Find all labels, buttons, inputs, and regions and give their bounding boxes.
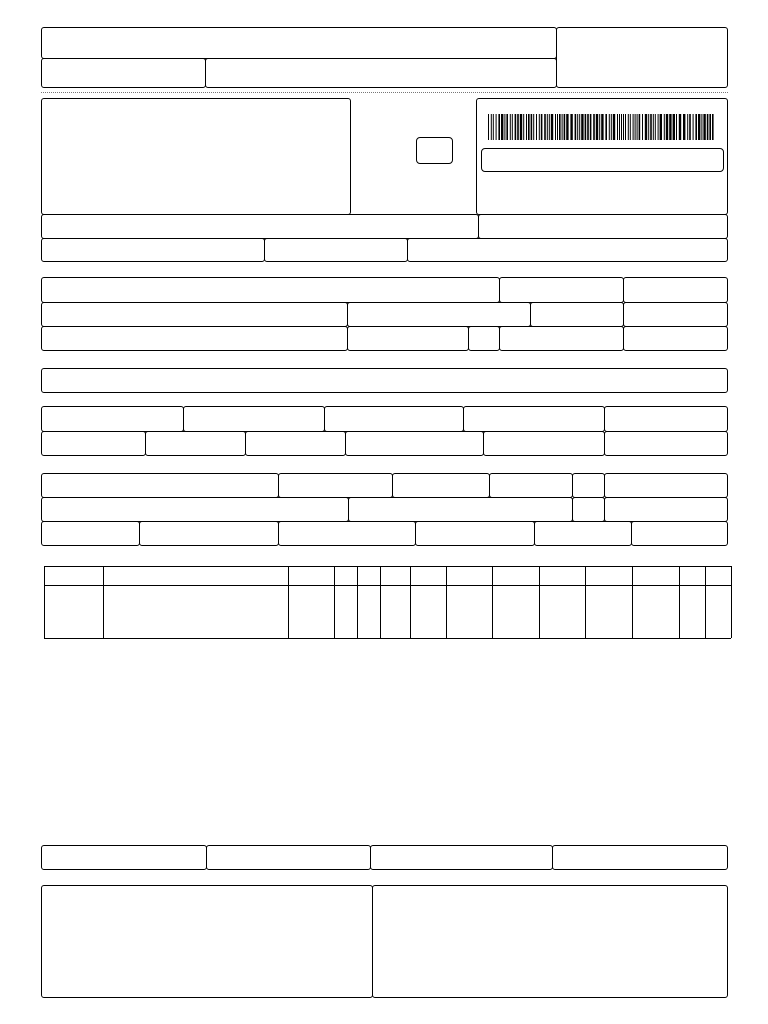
barcode-bar bbox=[642, 114, 643, 140]
form-number-field bbox=[41, 58, 206, 88]
form-title-field bbox=[41, 27, 557, 59]
barcode-bar bbox=[635, 114, 636, 140]
barcode-bar bbox=[613, 114, 615, 140]
barcode-icon bbox=[488, 114, 716, 140]
items-table-column-line bbox=[44, 566, 45, 638]
field-s3-r2-c4 bbox=[345, 431, 484, 456]
barcode-bar bbox=[549, 114, 550, 140]
items-table-top-rule bbox=[44, 566, 731, 567]
barcode-bar bbox=[579, 114, 580, 140]
barcode-bar bbox=[517, 114, 519, 140]
barcode-bar bbox=[679, 114, 681, 140]
field-s4-r2-c4 bbox=[604, 497, 728, 522]
field-s3-r2-c3 bbox=[245, 431, 346, 456]
items-table-column-line bbox=[288, 566, 289, 638]
barcode-bar bbox=[650, 114, 652, 140]
barcode-bar bbox=[669, 114, 671, 140]
field-s2-r2-c1 bbox=[41, 302, 348, 327]
field-s2-r3-c2 bbox=[347, 326, 469, 351]
barcode-bar bbox=[570, 114, 572, 140]
field-s4-r3-c5 bbox=[534, 521, 632, 546]
field-s2-r2-c2 bbox=[347, 302, 531, 327]
footer-field-3 bbox=[370, 845, 553, 870]
barcode-bar bbox=[630, 114, 631, 140]
field-s3-r2-c6 bbox=[604, 431, 728, 456]
barcode-bar bbox=[664, 114, 665, 140]
barcode-bar bbox=[593, 114, 595, 140]
barcode-bar bbox=[512, 114, 513, 140]
field-s2-r2-c3 bbox=[530, 302, 624, 327]
barcode-bar bbox=[687, 114, 688, 140]
barcode-bar bbox=[645, 114, 647, 140]
barcode-bar bbox=[585, 114, 587, 140]
barcode-bar bbox=[559, 114, 561, 140]
cut-line-divider bbox=[41, 92, 728, 93]
items-table-column-line bbox=[380, 566, 381, 638]
field-s4-r3-c6 bbox=[631, 521, 728, 546]
field-s2-r1-c2 bbox=[499, 277, 624, 303]
field-s3-r1-c1 bbox=[41, 406, 184, 432]
barcode-bar bbox=[709, 114, 711, 140]
barcode-bar bbox=[541, 114, 543, 140]
field-s2-r2-c4 bbox=[623, 302, 728, 327]
items-table-column-line bbox=[539, 566, 540, 638]
barcode-bar bbox=[609, 114, 610, 140]
field-s2-r1-c1 bbox=[41, 277, 500, 303]
field-s3-r1-c3 bbox=[324, 406, 464, 432]
form-code-box bbox=[556, 27, 728, 88]
field-s4-r2-c2 bbox=[348, 497, 573, 522]
field-s4-r2-c1 bbox=[41, 497, 349, 522]
barcode-bar bbox=[623, 114, 624, 140]
barcode-bar bbox=[501, 114, 503, 140]
barcode-bar bbox=[596, 114, 598, 140]
field-s2-r3-c1 bbox=[41, 326, 348, 351]
barcode-bar bbox=[648, 114, 649, 140]
barcode-bar bbox=[575, 114, 577, 140]
barcode-bar bbox=[547, 114, 548, 140]
barcode-bar bbox=[689, 114, 691, 140]
barcode-bar bbox=[566, 114, 568, 140]
barcode-bar bbox=[693, 114, 694, 140]
field-s4-r2-c3 bbox=[572, 497, 605, 522]
barcode-bar bbox=[617, 114, 618, 140]
barcode-bar bbox=[555, 114, 556, 140]
barcode-bar bbox=[562, 114, 563, 140]
barcode-bar bbox=[533, 114, 534, 140]
field-row-b1 bbox=[41, 238, 265, 262]
items-table-header-rule bbox=[44, 585, 731, 586]
barcode-bar bbox=[564, 114, 566, 140]
address-box bbox=[41, 98, 351, 215]
footer-notes-left bbox=[41, 885, 373, 998]
barcode-bar bbox=[707, 114, 709, 140]
barcode-bar bbox=[536, 114, 537, 140]
barcode-bar bbox=[557, 114, 558, 140]
footer-field-4 bbox=[552, 845, 728, 870]
barcode-bar bbox=[590, 114, 592, 140]
items-table-column-line bbox=[731, 566, 732, 638]
section-heading-bar bbox=[41, 368, 728, 393]
field-row-a2 bbox=[478, 214, 728, 239]
field-s4-r1-c1 bbox=[41, 473, 279, 498]
barcode-bar bbox=[703, 114, 705, 140]
field-s2-r3-c3 bbox=[468, 326, 500, 351]
barcode-bar bbox=[666, 114, 668, 140]
field-s3-r1-c4 bbox=[463, 406, 605, 432]
barcode-value-field bbox=[481, 148, 724, 172]
barcode-bar bbox=[628, 114, 629, 140]
barcode-bar bbox=[498, 114, 500, 140]
barcode-bar bbox=[493, 114, 494, 140]
barcode-bar bbox=[637, 114, 638, 140]
check-box[interactable] bbox=[416, 137, 453, 164]
barcode-bar bbox=[658, 114, 659, 140]
barcode-bar bbox=[523, 114, 524, 140]
field-s4-r1-c6 bbox=[604, 473, 728, 498]
footer-field-2 bbox=[206, 845, 371, 870]
barcode-bar bbox=[660, 114, 662, 140]
barcode-bar bbox=[625, 114, 626, 140]
field-s4-r3-c1 bbox=[41, 521, 140, 546]
field-row-b3 bbox=[407, 238, 728, 262]
field-s3-r2-c5 bbox=[483, 431, 605, 456]
field-row-b2 bbox=[264, 238, 408, 262]
field-s4-r1-c2 bbox=[278, 473, 393, 498]
barcode-bar bbox=[619, 114, 620, 140]
items-table-column-line bbox=[103, 566, 104, 638]
items-table-column-line bbox=[679, 566, 680, 638]
field-s2-r1-c3 bbox=[623, 277, 728, 303]
field-row-a1 bbox=[41, 214, 479, 239]
field-s2-r3-c5 bbox=[623, 326, 728, 351]
barcode-bar bbox=[581, 114, 583, 140]
barcode-bar bbox=[528, 114, 530, 140]
barcode-bar bbox=[611, 114, 612, 140]
items-table-column-line bbox=[632, 566, 633, 638]
field-s4-r1-c5 bbox=[572, 473, 605, 498]
barcode-bar bbox=[633, 114, 634, 140]
barcode-bar bbox=[551, 114, 553, 140]
barcode-bar bbox=[698, 114, 700, 140]
field-s2-r3-c4 bbox=[499, 326, 624, 351]
field-s4-r1-c4 bbox=[489, 473, 573, 498]
barcode-bar bbox=[653, 114, 654, 140]
items-table-column-line bbox=[705, 566, 706, 638]
barcode-bar bbox=[496, 114, 497, 140]
barcode-bar bbox=[544, 114, 546, 140]
footer-notes-right bbox=[372, 885, 728, 998]
field-s3-r2-c2 bbox=[145, 431, 246, 456]
barcode-bar bbox=[695, 114, 697, 140]
items-table-column-line bbox=[492, 566, 493, 638]
barcode-bar bbox=[506, 114, 508, 140]
barcode-bar bbox=[639, 114, 641, 140]
barcode-bar bbox=[701, 114, 702, 140]
barcode-bar bbox=[605, 114, 607, 140]
items-table-column-line bbox=[446, 566, 447, 638]
field-s4-r1-c3 bbox=[392, 473, 490, 498]
footer-field-1 bbox=[41, 845, 207, 870]
form-subtitle-field bbox=[205, 58, 557, 88]
barcode-bar bbox=[676, 114, 677, 140]
barcode-bar bbox=[526, 114, 527, 140]
barcode-bar bbox=[621, 114, 622, 140]
barcode-bar bbox=[488, 114, 489, 140]
items-table-bottom-rule bbox=[44, 638, 731, 639]
barcode-bar bbox=[601, 114, 603, 140]
barcode-bar bbox=[520, 114, 522, 140]
barcode-bar bbox=[510, 114, 511, 140]
field-s3-r1-c5 bbox=[604, 406, 728, 432]
barcode-bar bbox=[599, 114, 600, 140]
barcode-bar bbox=[712, 114, 714, 140]
barcode-bar bbox=[531, 114, 533, 140]
barcode-bar bbox=[655, 114, 656, 140]
field-s3-r1-c2 bbox=[183, 406, 325, 432]
items-table-column-line bbox=[357, 566, 358, 638]
field-s4-r3-c3 bbox=[278, 521, 416, 546]
barcode-bar bbox=[504, 114, 505, 140]
items-table-column-line bbox=[585, 566, 586, 638]
field-s4-r3-c2 bbox=[139, 521, 279, 546]
barcode-bar bbox=[587, 114, 589, 140]
barcode-bar bbox=[491, 114, 492, 140]
barcode-bar bbox=[539, 114, 540, 140]
items-table-column-line bbox=[334, 566, 335, 638]
field-s4-r3-c4 bbox=[415, 521, 535, 546]
field-s3-r2-c1 bbox=[41, 431, 146, 456]
items-table-column-line bbox=[410, 566, 411, 638]
barcode-bar bbox=[683, 114, 685, 140]
barcode-bar bbox=[577, 114, 578, 140]
barcode-bar bbox=[515, 114, 517, 140]
barcode-bar bbox=[673, 114, 675, 140]
